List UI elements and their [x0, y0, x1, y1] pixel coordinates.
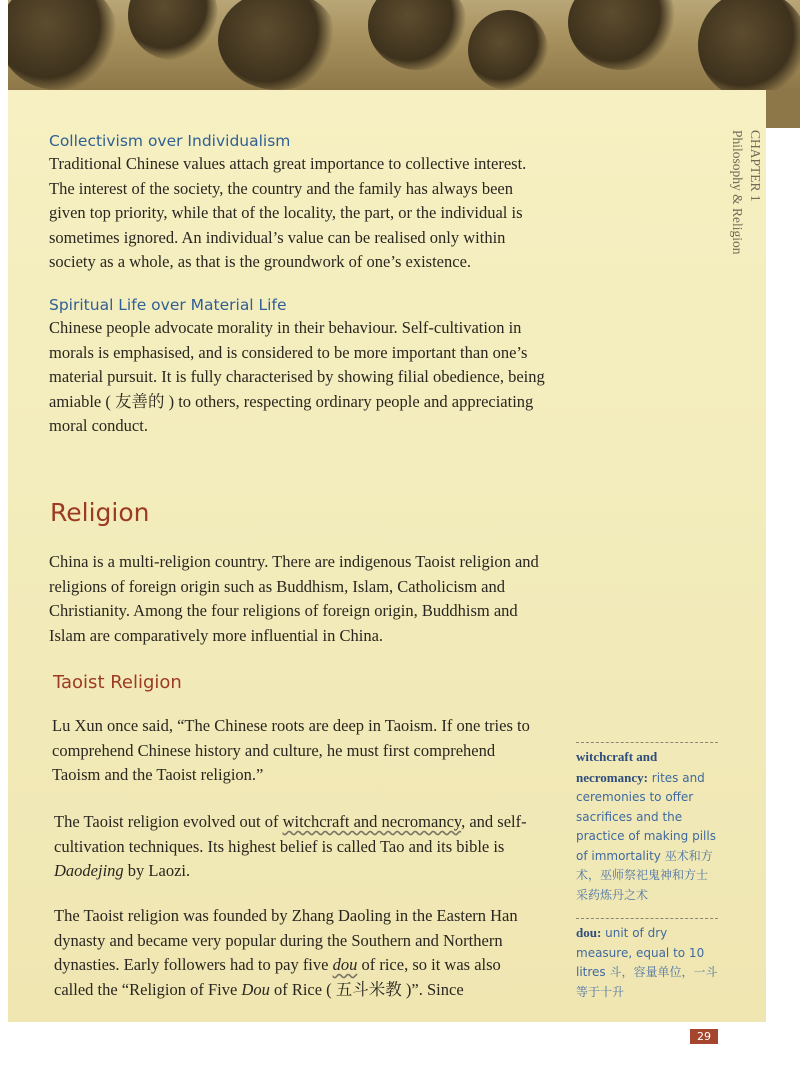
glossary-term-witchcraft: witchcraft and necromancy — [282, 812, 462, 831]
paragraph-taoist-founding — [54, 904, 534, 1002]
tree-shape — [128, 0, 218, 60]
paragraph-taoist-quote: Lu Xun once said, “The Chinese roots are deep in Taoism. If one tries to comprehend Chinese history and culture, he must first comprehend Taoism and the Taoist religion.” — [52, 716, 530, 784]
tree-shape — [568, 0, 678, 70]
divider — [576, 918, 718, 919]
glossary-note-dou — [576, 918, 718, 1002]
glossary-chinese: 斗，容量单位，一斗等于十升 — [576, 965, 718, 999]
chapter-tab — [720, 130, 764, 270]
chapter-number: CHAPTER 1 — [748, 130, 763, 202]
tree-shape — [368, 0, 468, 70]
tree-shape — [698, 0, 800, 92]
section-heading-religion: Religion — [50, 498, 150, 527]
banner-edge — [766, 90, 800, 128]
glossary-chinese: 巫术和方术，巫师祭祀鬼神和方士采药炼丹之术 — [576, 848, 713, 902]
section-heading-collectivism: Collectivism over Individualism — [49, 132, 291, 150]
section-heading-taoist: Taoist Religion — [53, 672, 182, 693]
book-title: Daodejing — [54, 861, 124, 880]
text-run: , and self-cultivation techniques. Its highest belief is called Tao and its bible is — [54, 812, 527, 856]
glossary-definition: unit of dry measure, equal to 10 litres — [576, 926, 705, 979]
paragraph-collectivism: Traditional Chinese values attach great importance to collective interest. The interest of the society, the country and the family has always been given top priority, while that of the locality, the part, or the individual is sometimes ignored. An individual’s value can be realised only within society as a whole, as that is the groundwork of one’s existence. — [49, 154, 527, 271]
glossary-definition: rites and ceremonies to offer sacrifices and the practice of making pills of immortality — [576, 770, 716, 863]
text-run: The Taoist religion was founded by Zhang Daoling in the Eastern Han dynasty and became very popular during the Southern and Northern dynasties. Early followers had to pay five — [54, 906, 518, 974]
paragraph-spiritual: Chinese people advocate morality in their behaviour. Self-cultivation in morals is emphasised, and is considered to be more important than one’s material pursuit. It is fully characterised by showing filial obedience, being amiable ( 友善的 ) to others, respecting ordinary people and appreciating moral conduct. — [49, 318, 545, 435]
header-painting-banner — [8, 0, 800, 92]
section-heading-spiritual: Spiritual Life over Material Life — [49, 296, 287, 314]
text-run: The Taoist religion evolved out of — [54, 812, 283, 831]
glossary-term: witchcraft and necromancy: — [576, 749, 658, 785]
paragraph-religion: China is a multi-religion country. There are indigenous Taoist religion and religions of foreign origin such as Buddhism, Islam, Catholicism and Christianity. Among the four religions of foreign origin, Buddhism and Islam are comparatively more influential in China. — [49, 552, 539, 645]
tree-shape — [468, 10, 548, 90]
text-run: by Laozi. — [123, 861, 191, 880]
glossary-term: dou: — [576, 925, 602, 940]
text-run: of Rice ( 五斗米教 )”. Since — [269, 979, 464, 999]
tree-shape — [218, 0, 338, 90]
text-run: of rice, so it was also called the “Religion of Five — [54, 955, 501, 999]
term-dou-italic: Dou — [241, 979, 270, 999]
paragraph-taoist-origin — [54, 810, 542, 884]
tree-shape — [8, 0, 118, 90]
chapter-title: Philosophy & Religion — [730, 130, 745, 255]
divider — [576, 742, 718, 743]
glossary-term-dou: dou — [332, 955, 358, 974]
page-number: 29 — [690, 1029, 718, 1044]
glossary-note-witchcraft — [576, 742, 718, 905]
